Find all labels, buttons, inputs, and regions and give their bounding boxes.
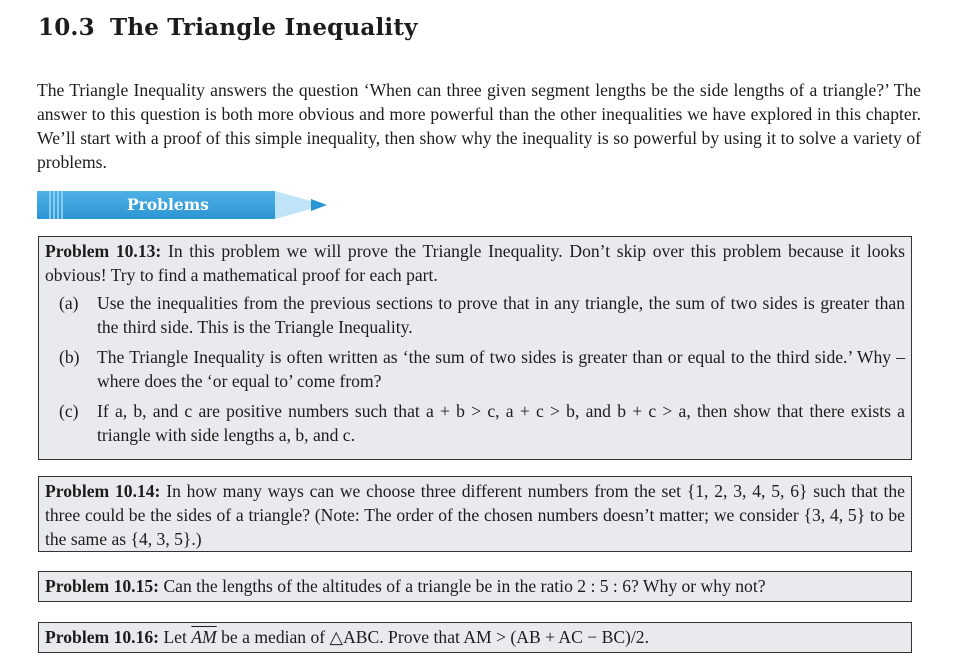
part-a: [45, 291, 905, 339]
problem-label: Problem 10.16:: [45, 627, 160, 647]
part-text: The Triangle Inequality is often written as ‘the sum of two sides is greater than or equal to the third side.’ Why – where does the ‘or equal to’ come from?: [97, 347, 905, 391]
problem-10-14: [38, 476, 912, 552]
section-number: 10.3: [38, 14, 95, 41]
banner-label: Problems: [127, 195, 209, 214]
problems-banner: [37, 191, 327, 219]
problem-10-15: [38, 571, 912, 602]
problem-label: Problem 10.15:: [45, 576, 160, 596]
problem-10-13: [38, 236, 912, 460]
problem-text: In how many ways can we choose three different numbers from the set {1, 2, 3, 4, 5, 6} such that the three could be the sides of a triangle? (Note: The order of the chosen numbers doesn’t matter; we consider {3, 4, 5} to be the same as {4, 3, 5}.): [45, 481, 905, 549]
banner-stripes: [49, 191, 65, 219]
section-heading: [38, 14, 418, 41]
section-title: The Triangle Inequality: [110, 14, 418, 41]
problem-text-after: be a median of △ABC. Prove that AM > (AB + AC − BC)/2.: [221, 627, 650, 647]
problem-label: Problem 10.14:: [45, 481, 161, 501]
segment-am: $\overline{AM}$: [191, 627, 217, 647]
problem-parts: [45, 291, 905, 447]
part-label: (b): [59, 347, 80, 367]
problem-text-before: Let: [163, 627, 187, 647]
part-b: [45, 345, 905, 393]
intro-paragraph: The Triangle Inequality answers the question ‘When can three given segment lengths be the side lengths of a triangle?’ The answer to this question is both more obvious and more powerful than the other inequalities we have explored in this chapter. We’ll start with a proof of this simple inequality, then show why the inequality is so powerful by using it to solve a variety of problems.: [37, 80, 921, 172]
problem-text: In this problem we will prove the Triangle Inequality. Don’t skip over this problem because it looks obvious! Try to find a mathematical proof for each part.: [45, 241, 905, 285]
part-text: If a, b, and c are positive numbers such that a + b > c, a + c > b, and b + c > a, then show that there exists a triangle with side lengths a, b, and c.: [97, 401, 905, 445]
problem-10-16: [38, 622, 912, 653]
part-label: (a): [59, 293, 79, 313]
problem-label: Problem 10.13:: [45, 241, 162, 261]
part-c: [45, 399, 905, 447]
part-label: (c): [59, 401, 79, 421]
part-text: Use the inequalities from the previous sections to prove that in any triangle, the sum of two sides is greater than the third side. This is the Triangle Inequality.: [97, 293, 905, 337]
banner-arrow-icon: [311, 199, 327, 211]
problem-text: Can the lengths of the altitudes of a triangle be in the ratio 2 : 5 : 6? Why or why not?: [163, 576, 766, 596]
